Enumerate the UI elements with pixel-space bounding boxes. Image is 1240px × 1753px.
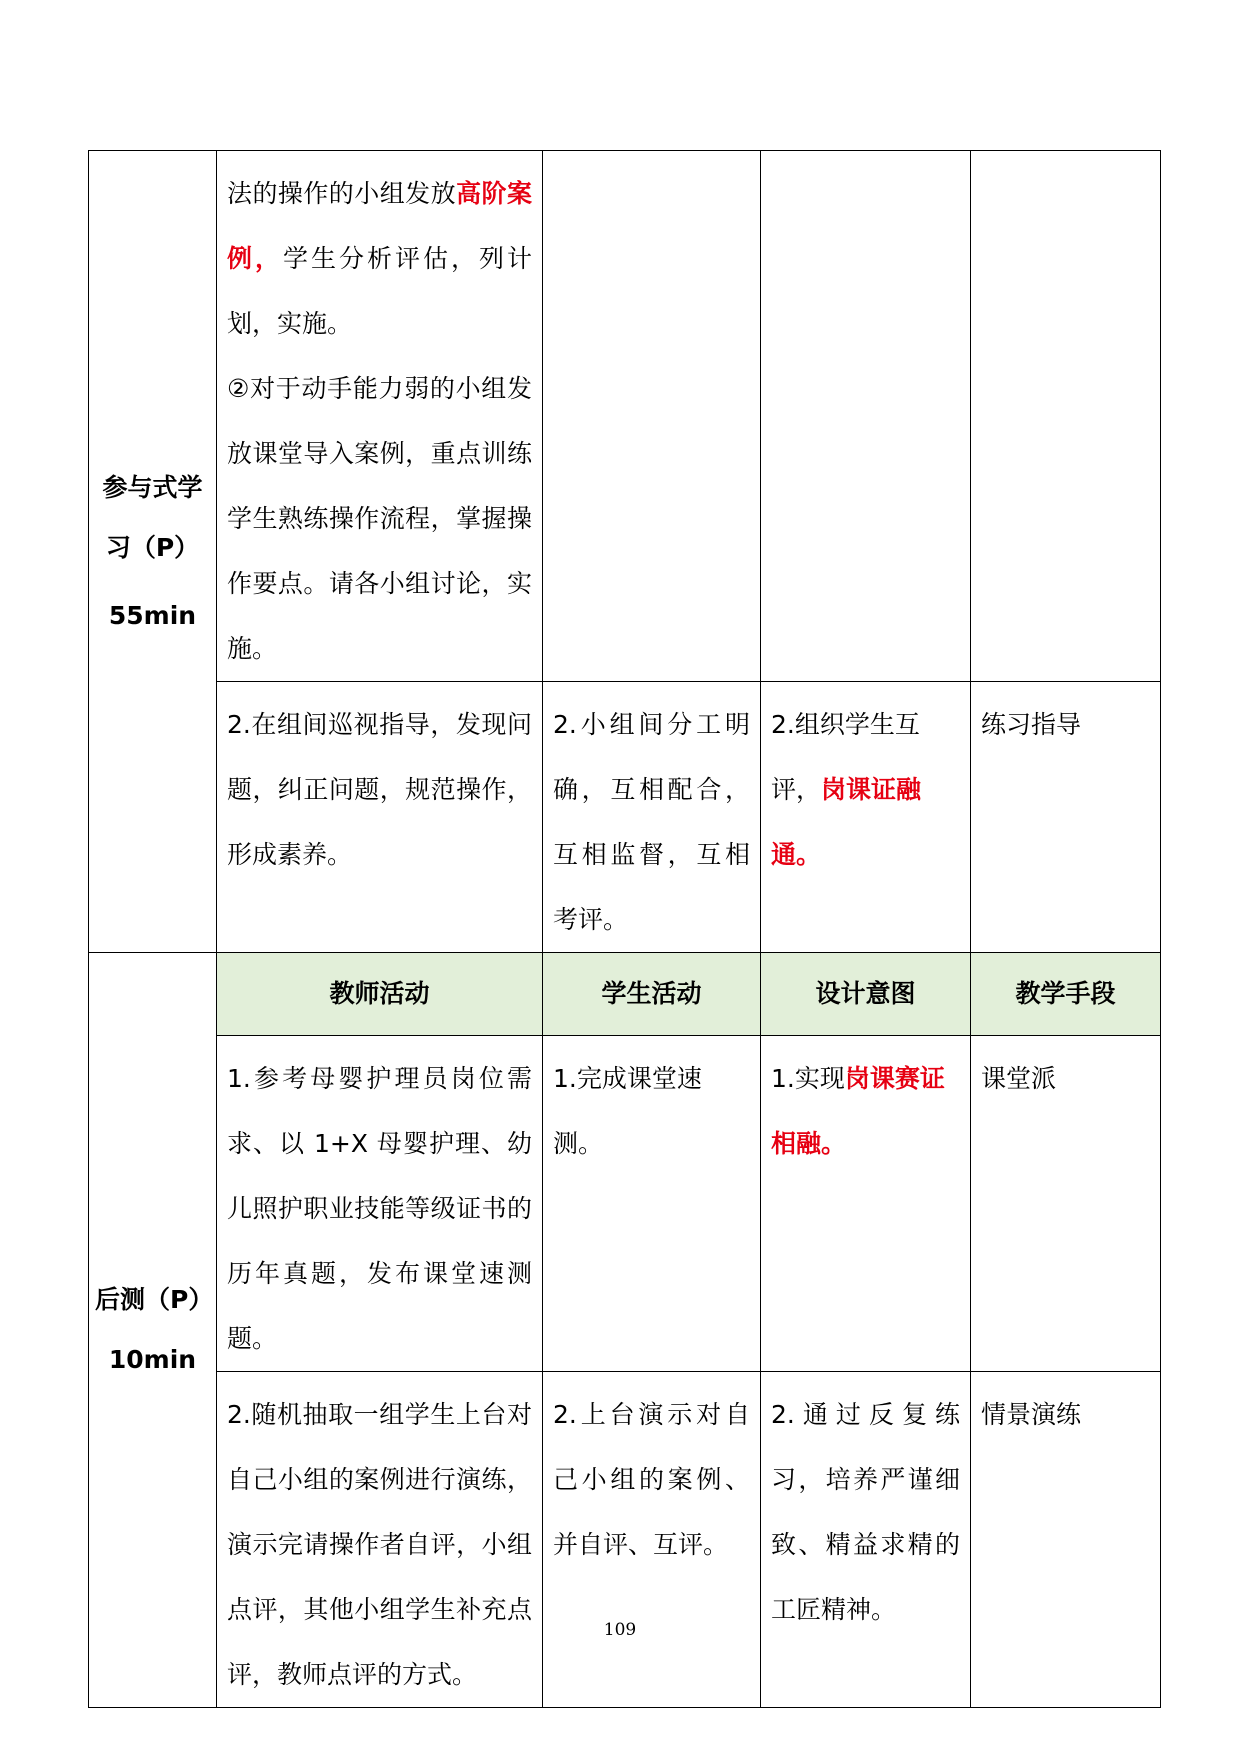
column-header-teacher: 教师活动 — [217, 953, 543, 1036]
stage-cell-participatory — [89, 151, 217, 953]
cell-text: 1.完成课堂速测。 — [553, 1064, 702, 1158]
teacher-activity-cell — [217, 1036, 543, 1372]
cell-text: 2.上台演示对自己小组的案例、并自评、互评。 — [553, 1400, 750, 1559]
table-row — [89, 1372, 1161, 1708]
student-activity-cell — [543, 1036, 761, 1372]
table-header-row — [89, 953, 1161, 1036]
stage-label-line: 参与式学 — [102, 472, 203, 502]
student-activity-cell — [543, 1372, 761, 1708]
stage-cell-post-test — [89, 953, 217, 1708]
cell-text: 情景演练 — [981, 1400, 1082, 1429]
stage-label-line: 后测（P） — [95, 1285, 214, 1314]
column-header-means: 教学手段 — [971, 953, 1161, 1036]
stage-duration: 55min — [108, 600, 197, 630]
cell-text: 2.随机抽取一组学生上台对自己小组的案例进行演练，演示完请操作者自评，小组点评，其他小组学生补充点评，教师点评的方式。 — [227, 1400, 532, 1689]
cell-text: 课堂派 — [981, 1064, 1057, 1093]
table-row — [89, 1036, 1161, 1372]
cell-text: 练习指导 — [981, 710, 1082, 739]
page-number: 109 — [603, 1620, 637, 1640]
highlight-text: 高阶案例， — [227, 179, 532, 273]
teaching-means-cell — [971, 1036, 1161, 1372]
cell-text: ②对于动手能力弱的小组发放课堂导入案例，重点训练学生熟练操作流程，掌握操作要点。请各小组讨论，实施。 — [227, 374, 532, 663]
cell-text: 2.通过反复练习，培养严谨细致、精益求精的工匠精神。 — [771, 1400, 960, 1624]
stage-duration: 10min — [108, 1345, 197, 1374]
student-activity-cell — [543, 682, 761, 953]
stage-label-line: 习（P） — [105, 532, 200, 562]
column-header-student: 学生活动 — [543, 953, 761, 1036]
lesson-plan-table — [88, 150, 1161, 1708]
design-intent-cell — [761, 682, 971, 953]
teacher-activity-cell — [217, 682, 543, 953]
design-intent-cell — [761, 151, 971, 682]
cell-text: 1.实现 — [771, 1064, 845, 1093]
cell-text: 1.参考母婴护理员岗位需求、以 1+X 母婴护理、幼儿照护职业技能等级证书的历年真题，发布课堂速测题。 — [227, 1064, 532, 1353]
column-header-design: 设计意图 — [761, 953, 971, 1036]
student-activity-cell — [543, 151, 761, 682]
teacher-activity-cell — [217, 151, 543, 682]
cell-text: 2.小组间分工明确，互相配合，互相监督，互相考评。 — [553, 710, 750, 934]
design-intent-cell — [761, 1372, 971, 1708]
cell-text: 学生分析评估，列计划，实施。 — [227, 244, 532, 338]
highlight-text: 岗课证融通。 — [771, 775, 922, 869]
teaching-means-cell — [971, 1372, 1161, 1708]
table-row — [89, 682, 1161, 953]
cell-text: 2.组织学生互评， — [771, 710, 920, 804]
teacher-activity-cell — [217, 1372, 543, 1708]
teaching-means-cell — [971, 682, 1161, 953]
design-intent-cell — [761, 1036, 971, 1372]
cell-text: 2.在组间巡视指导，发现问题，纠正问题，规范操作，形成素养。 — [227, 710, 532, 869]
highlight-text: 岗课赛证相融。 — [771, 1064, 945, 1158]
cell-text: 法的操作的小组发放 — [227, 179, 457, 208]
teaching-means-cell — [971, 151, 1161, 682]
table-row — [89, 151, 1161, 682]
